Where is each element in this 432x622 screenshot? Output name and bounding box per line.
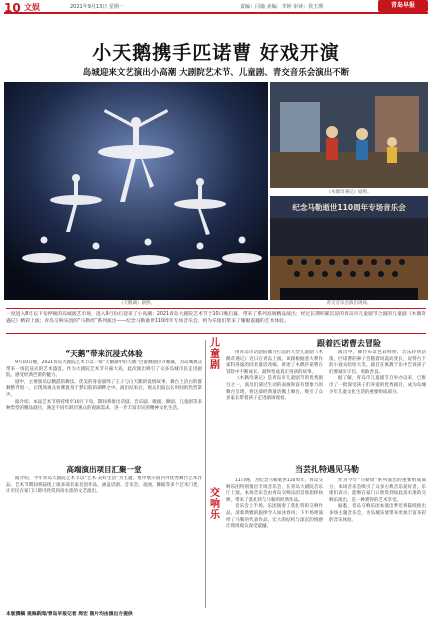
paragraph: 音乐会上半场，乐团演奏了莫扎特的交响作品，清新典雅的旋律令人如沐春风；下半场则演绎了马勒的代表作品，宏大的结构与深沉的情感让现场观众深受震撼。 [226, 504, 323, 530]
page-number: 10 [4, 1, 21, 15]
concert-caption: 青交音乐会演出现场。 [326, 301, 372, 306]
paragraph: 《木偶奇遇记》是青岛市儿童剧节的优秀剧目之一，演员们通过生动的表演和富有想象力的舞台呈现，将这部经典童话搬上舞台，吸引了众多家长带着孩子走进剧场观看。 [226, 376, 323, 402]
headline: 小天鹅携手匹诺曹 好戏开演 [92, 42, 340, 64]
drama-photo [270, 82, 428, 188]
drama-section-text [6, 476, 202, 606]
paragraph: 据悉，青岛交响乐团本演出季还将陆续推出多场主题音乐会，为岛城乐迷带来更加丰富多彩的音乐体验。 [329, 504, 426, 523]
drama-caption: 《木偶奇遇记》剧照。 [326, 190, 372, 195]
staff-credits: 责编：闫瑜 美编：李婷 审读：侯玉瑛 [240, 4, 324, 10]
paragraph: 演出中，舞台布景色彩鲜明，音乐轻快活泼，匹诺曹的鼻子会随着说谎而变长，逗得台下的小观众哈哈大笑。剧目在寓教于乐中告诉孩子们要诚实守信、勇敢善良。 [329, 350, 426, 375]
pinocchio-section-text [226, 350, 426, 454]
byline-footer: 本版撰稿 观海新闻/青岛早报记者 周宏 图片均由演出方提供 [6, 612, 133, 617]
vertical-label-symphony: 交响乐 [210, 488, 220, 521]
ballet-caption: 《天鹅湖》剧照。 [119, 301, 155, 306]
paragraph: 11日晚，为纪念马勒逝世110周年，青岛交响乐团特别推出专场音乐会，在青岛大剧院音乐厅上演。本场音乐会由青岛交响乐团首席指挥执棒，带来了莫扎特与马勒的经典作品。 [226, 478, 323, 503]
masthead [4, 2, 428, 14]
mahler-section-text [226, 478, 426, 608]
paragraph: 据介绍，今年青岛大剧院艺术节以“艺术·美好生活”为主题，集中展示国内外优秀舞台艺术作品。艺术节期间将陆续上演多部名家名团作品，涵盖话剧、音乐会、戏曲、舞蹈等多个艺术门类，让市民在家门口即可欣赏到高水准的文艺演出。 [6, 476, 202, 495]
paragraph: 据介绍，本届艺术节将持续至10月下旬，期间将推出话剧、音乐剧、歌剧、舞剧、儿童剧等多种类型的精品剧目，满足不同年龄层观众的观演需求，进一步丰富市民的精神文化生活。 [6, 399, 202, 412]
paragraph: 由青岛市话剧院倾力打造的大型儿童剧《木偶奇遇记》近日在青岛上演。该剧根据意大利作家科洛迪的同名童话改编，讲述了木偶匹诺曹在冒险中不断成长、最终变成真正男孩的故事。 [226, 350, 323, 375]
paragraph: 据了解，青岛市儿童剧节自举办以来，已推出了一批深受孩子们喜爱的优秀剧目，成为岛城少年儿童文化生活的重要组成部分。 [329, 376, 426, 395]
paragraph: 9月10日晚，2021青岛大剧院艺术节以一场“天鹅湖中的天鹅”芭蕾舞剧拉开帷幕，为岛城观众带来一场沉浸式的艺术盛宴。作为大剧院艺术节开幕大戏，此次演出吸引了众多岛城市民走进剧院，感受经典芭蕾的魅力。 [6, 360, 202, 379]
ballet-photo [4, 82, 268, 300]
column-divider [205, 340, 206, 608]
newspaper-logo: 青岛早报 [378, 0, 428, 12]
pinocchio-section-title: 跟着匹诺曹去冒险 [317, 339, 381, 348]
mahler-section-title: 当芸扎特遇见马勒 [295, 465, 359, 474]
swan-section-text [6, 360, 202, 458]
issue-date: 2021年9月13日 星期一 [70, 4, 124, 10]
paragraph: 剧中，主要演员以精湛的舞技、优美的身姿演绎了王子与白天鹅的爱情故事，舞台上洁白的群舞整齐划一，让现场观众仿佛置身于梦幻般的湖畔之中。演出结束后，观众们报以长时间的热烈掌声。 [6, 379, 202, 398]
swan-section-title: “天鹅”带来沉浸式体验 [65, 349, 143, 358]
concert-photo [270, 196, 428, 300]
drama-section-title: 高端演出项目汇聚一堂 [66, 465, 142, 474]
concert-banner: 纪念马勒逝世110周年专场音乐会 [292, 203, 406, 212]
paragraph: 作为今年“马勒周”系列演出的重要组成部分，本场音乐会吸引了众多古典音乐爱好者。乐迷们表示，能够在家门口欣赏到如此高水准的交响乐演出，是一种难得的艺术享受。 [329, 478, 426, 503]
lead-paragraph: 一度进入8月以下旬停顿的岛城演艺市场，进入9月份后迎来了小高潮：2021青岛大剧院艺术节于10日晚启幕，带来了系列高端精品演出；经过长期积累沉淀的青岛市儿童剧节合演的儿童剧《木偶奇遇记》精彩上演；青岛交响乐团的“马勒周”系列演出——纪念马勒逝世110周年专场音乐会，则为乐迷们带来了耀眼震撼的艺术体验。 [6, 308, 426, 334]
section-name: 文娱 [24, 3, 40, 12]
subheadline: 岛城迎来文艺演出小高潮 大剧院艺术节、儿童剧、青交音乐会演出不断 [82, 68, 350, 78]
vertical-label-childrens-drama: 儿童剧 [210, 338, 220, 371]
